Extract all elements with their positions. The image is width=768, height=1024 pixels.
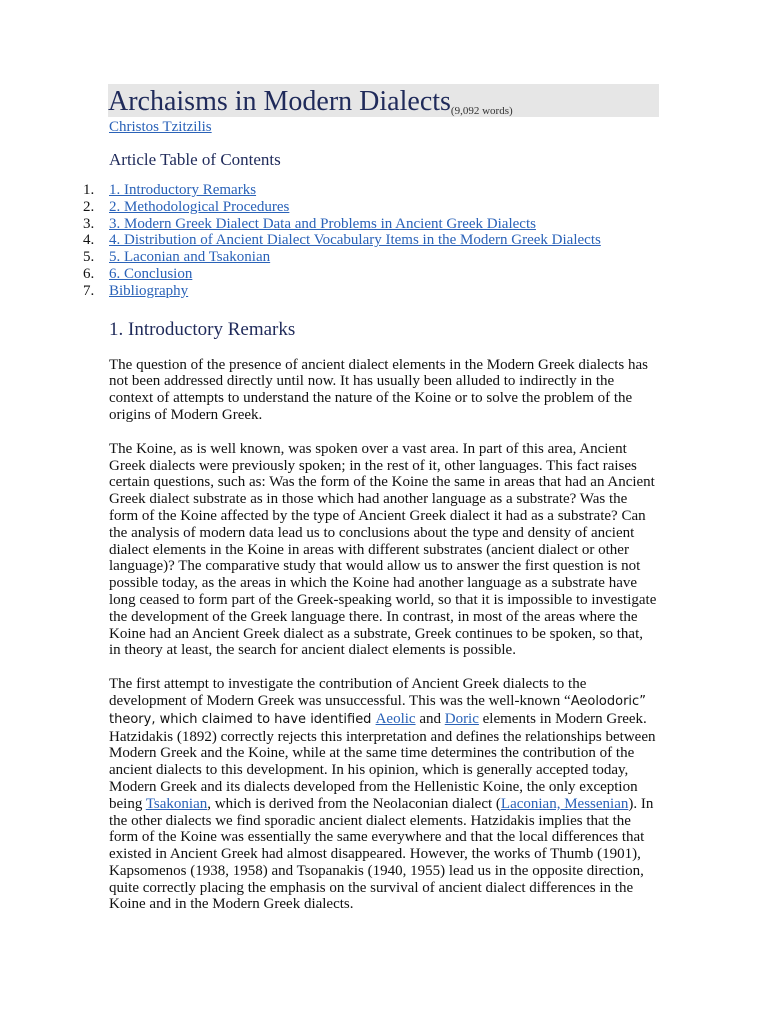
- link-aeolic[interactable]: Aeolic: [375, 710, 416, 727]
- text-run: Aeolodoric: [570, 693, 640, 709]
- paragraph: [109, 676, 657, 913]
- toc-item: [83, 282, 661, 300]
- toc-item: [83, 215, 661, 233]
- article-title: Archaisms in Modern Dialects: [108, 86, 451, 117]
- toc-item-number: 5.: [83, 249, 95, 266]
- link-doric[interactable]: Doric: [444, 710, 479, 727]
- toc-heading: Article Table of Contents: [109, 150, 281, 169]
- link-laconian-messenian[interactable]: Laconian, Messenian: [500, 795, 629, 812]
- article-page: [83, 84, 661, 913]
- text-run: ” theory, which claimed to have identified: [109, 693, 646, 727]
- toc-item: [83, 249, 661, 266]
- toc-item-number: 2.: [83, 198, 95, 215]
- text-run: elements in Modern Greek. Hatzidakis (1892) correctly rejects this interpretation and defines the relationships between Modern Greek and the Koine, while at the same time determines the contribution of the ancient dialects to this development. In his opinion, which is generally accepted today, Modern Greek and its dialects developed from the Hellenistic Koine, the only exception being: [109, 710, 656, 812]
- toc-item: [83, 265, 661, 283]
- toc-item-number: 3.: [83, 215, 95, 232]
- toc-link-conclusion[interactable]: 6. Conclusion: [109, 265, 193, 282]
- word-count: (9,092 words): [450, 105, 513, 117]
- toc-item: [83, 198, 661, 216]
- author-link-wrap: [109, 118, 661, 136]
- text-run: ). In the other dialects we find sporadic ancient dialect elements. Hatzidakis implies that the form of the Koine was essentially the same everywhere and that the local differences that existed in Ancient Greek had almost disappeared. However, the works of Thumb (1901), Kapsomenos (1938, 1958) and Tsopanakis (1940, 1955) lead us in the opposite direction, quite correctly placing the emphasis on the survival of ancient dialect differences in the Koine and in the Modern Greek dialects.: [109, 795, 654, 913]
- table-of-contents: [83, 182, 661, 300]
- toc-item-number: 7.: [83, 282, 95, 299]
- toc-item: [83, 232, 661, 249]
- toc-link-bibliography[interactable]: Bibliography: [109, 282, 189, 299]
- toc-item-number: 1.: [83, 182, 95, 198]
- toc-link-methodological-procedures[interactable]: 2. Methodological Procedures: [109, 198, 290, 215]
- text-run: and: [415, 710, 445, 727]
- toc-link-laconian-tsakonian[interactable]: 5. Laconian and Tsakonian: [109, 249, 271, 266]
- toc-item-number: 4.: [83, 232, 95, 249]
- toc-link-vocabulary-distribution[interactable]: 4. Distribution of Ancient Dialect Vocabulary Items in the Modern Greek Dialects: [109, 232, 601, 249]
- text-run: , which is derived from the Neolaconian dialect (: [207, 795, 501, 812]
- toc-link-dialect-data[interactable]: 3. Modern Greek Dialect Data and Problems in Ancient Greek Dialects: [109, 215, 536, 232]
- toc-link-introductory-remarks[interactable]: 1. Introductory Remarks: [109, 182, 257, 198]
- link-tsakonian[interactable]: Tsakonian: [145, 795, 208, 812]
- text-run: The first attempt to investigate the contribution of Ancient Greek dialects to the development of Modern Greek was unsuccessful. This was the well-known “: [109, 676, 587, 709]
- author-link[interactable]: Christos Tzitzilis: [109, 119, 212, 135]
- toc-item-number: 6.: [83, 265, 95, 282]
- paragraph: The question of the presence of ancient dialect elements in the Modern Greek dialects has not been addressed directly until now. It has usually been alluded to indirectly in the context of attempts to understand the nature of the Koine or to solve the problem of the origins of Modern Greek.: [109, 356, 648, 423]
- paragraph: The Koine, as is well known, was spoken over a vast area. In part of this area, Ancient Greek dialects were previously spoken; in the rest of it, other languages. This fact raises certain questions, such as: Was the form of the Koine the same in areas that had an Ancient Greek dialect substrate as in those which had another language as a substrate? Was the form of the Koine affected by the type of Ancient Greek dialect it had as a substrate? Can the analysis of modern data lead us to conclusions about the type and density of ancient dialect elements in the Koine in areas with different substrates (ancient dialect or other language)? The comparative study that would allow us to answer the first question is not possible today, as the areas in which the Koine had another language as a substrate have long ceased to form part of the Greek-speaking world, so that it is impossible to investigate the development of the Greek language there. In contrast, in most of the areas where the Koine had an Ancient Greek dialect as a substrate, Greek continues to be spoken, so that, in theory at least, the search for ancient dialect elements is possible.: [109, 440, 657, 659]
- toc-item: [83, 182, 661, 199]
- title-bar: [108, 84, 659, 117]
- section-heading: 1. Introductory Remarks: [109, 318, 296, 340]
